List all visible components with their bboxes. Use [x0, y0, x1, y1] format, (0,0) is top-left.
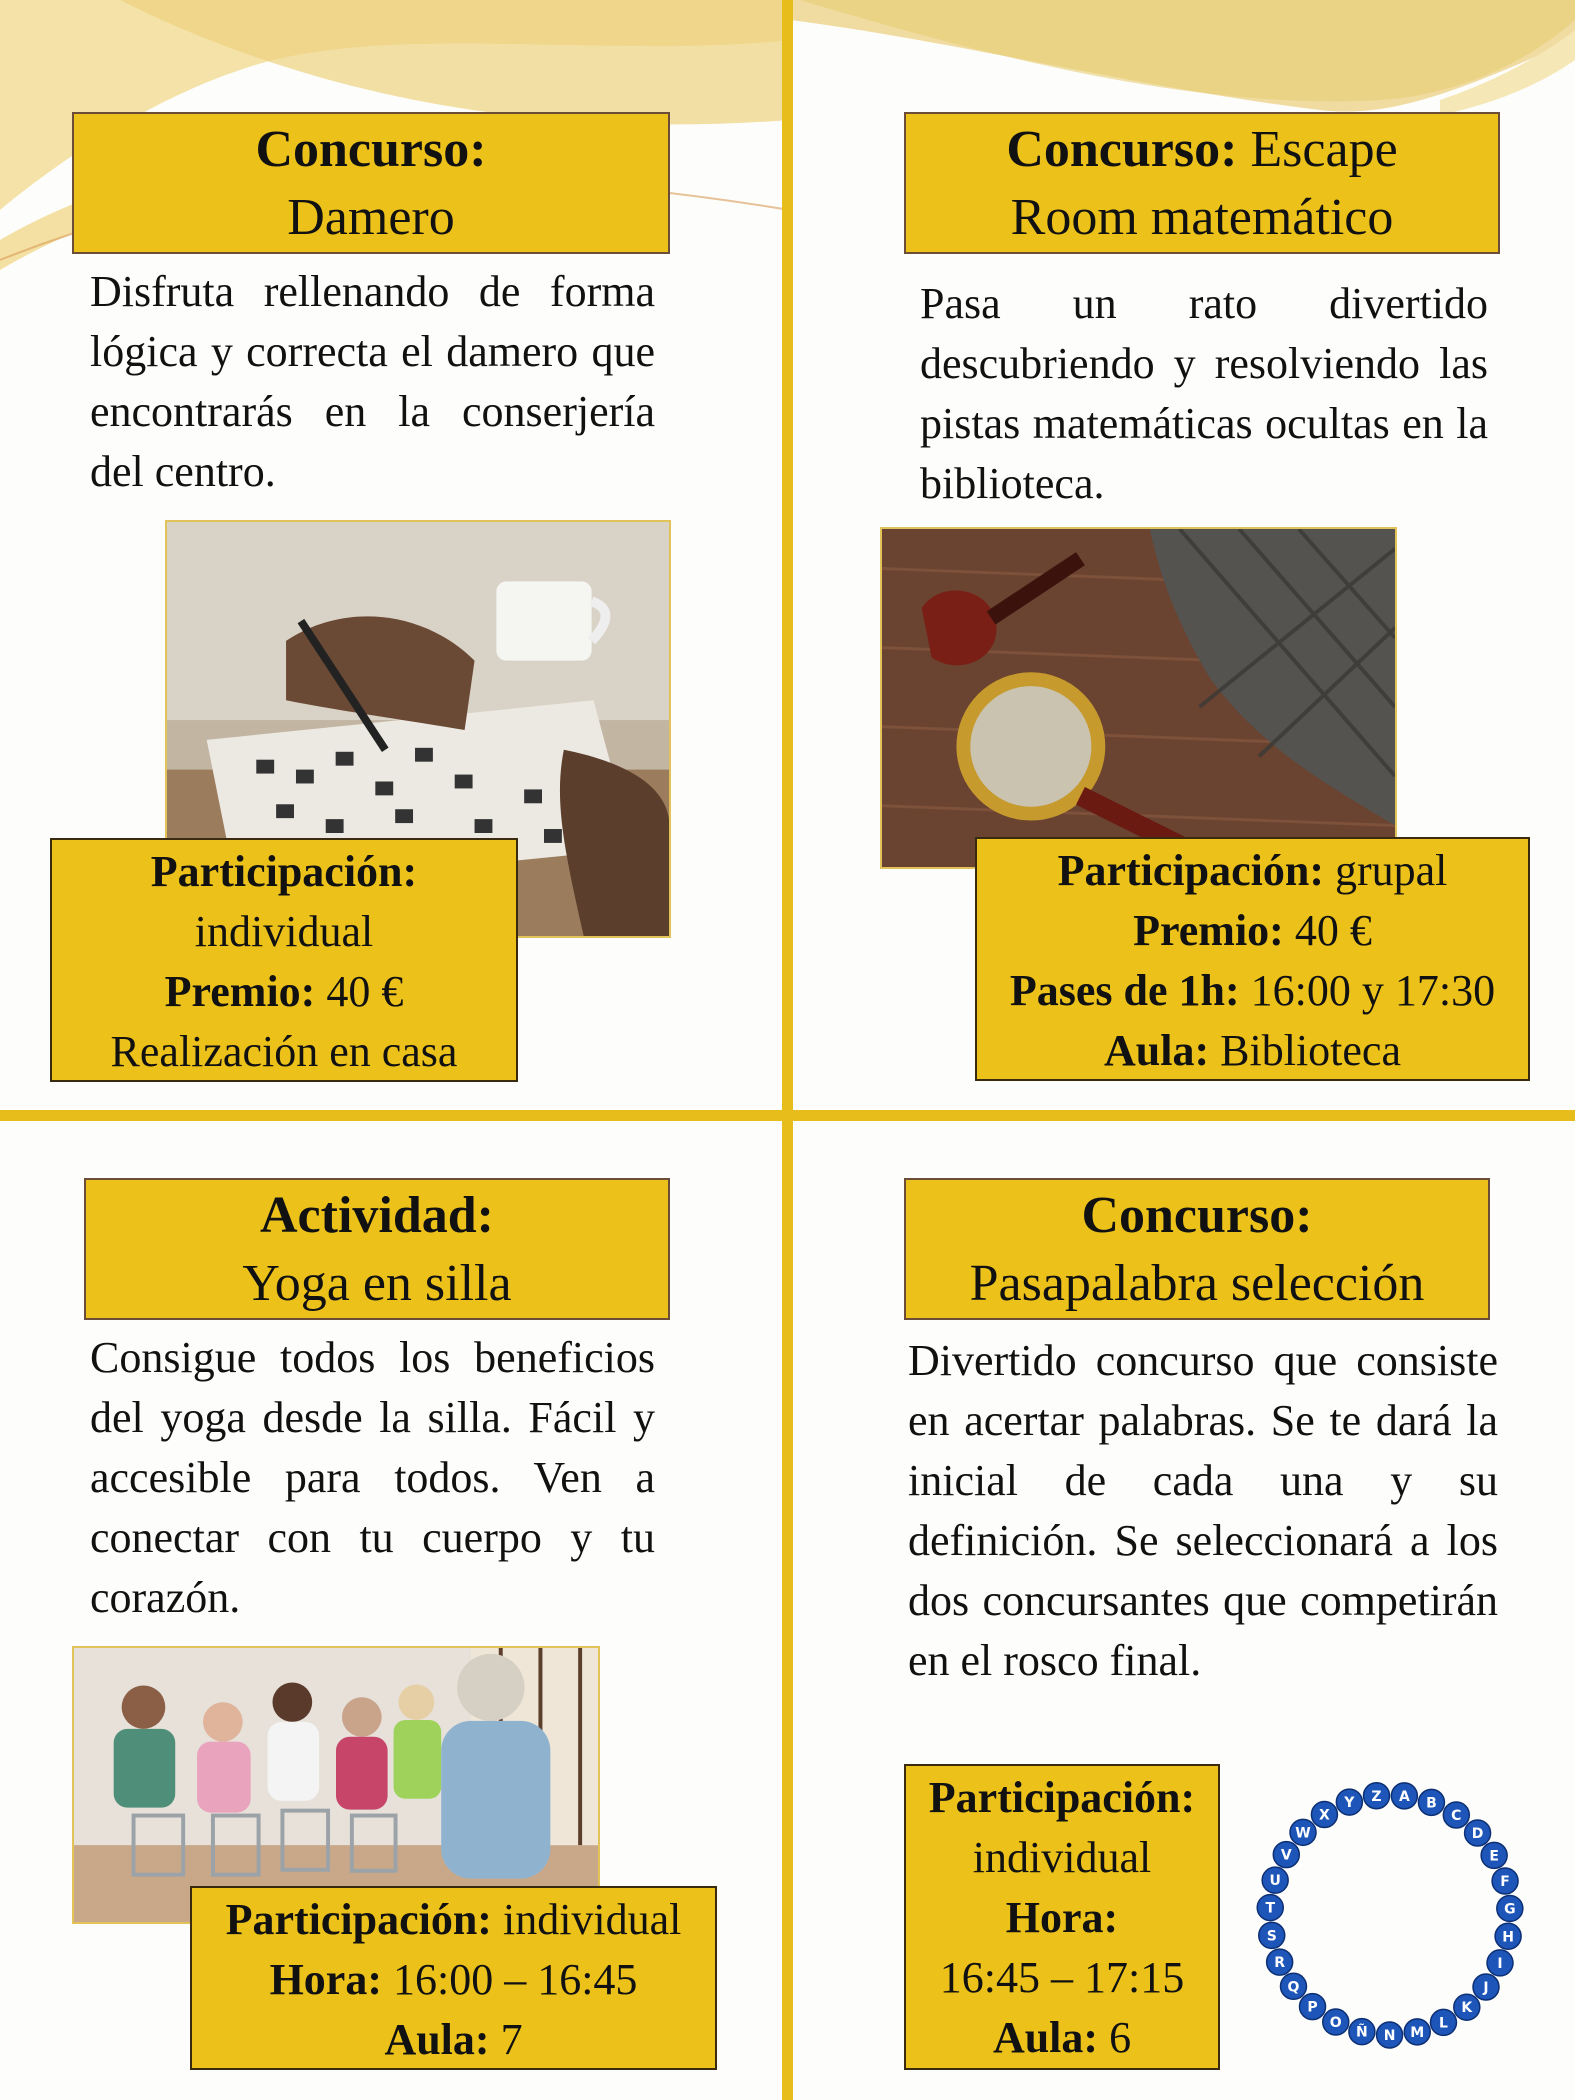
rosco-letter-n — [1377, 2022, 1403, 2048]
rosco-letter-h — [1495, 1923, 1521, 1949]
rosco-letter-j — [1473, 1974, 1499, 2000]
rosco-letter-d — [1465, 1820, 1491, 1846]
damero-title — [72, 112, 670, 254]
svg-text:B: B — [1426, 1795, 1437, 1812]
svg-text:I: I — [1497, 1955, 1503, 1972]
rosco-letter-f — [1492, 1868, 1518, 1894]
rosco-letter-w — [1290, 1819, 1316, 1845]
rosco-letter-a — [1391, 1783, 1417, 1809]
escape-participacion-label: Participación: — [1057, 846, 1324, 895]
rosco-letter-l — [1430, 2009, 1456, 2035]
rosco-letter-k — [1454, 1994, 1480, 2020]
yoga-description: Consigue todos los beneficios del yoga desde la silla. Fácil y accesible para todos. Ven a conectar con tu cuerpo y tu corazón. — [90, 1333, 655, 1622]
rosco-letter-o — [1323, 2009, 1349, 2035]
rosco-letter-u — [1262, 1867, 1288, 1893]
yoga-title — [84, 1178, 670, 1320]
svg-text:L: L — [1439, 2015, 1448, 2032]
damero-title-label: Concurso: — [255, 121, 487, 178]
escape-aula-label: Aula: — [1104, 1026, 1210, 1075]
pasapalabra-title — [904, 1178, 1490, 1320]
yoga-info — [190, 1886, 717, 2070]
svg-text:O: O — [1329, 2015, 1342, 2032]
rosco-letter-s — [1259, 1922, 1285, 1948]
yoga-title-name: Yoga en silla — [242, 1255, 512, 1312]
svg-text:Y: Y — [1344, 1795, 1355, 1812]
svg-text:A: A — [1398, 1788, 1410, 1805]
escape-title-name-2: Room matemático — [1010, 189, 1394, 246]
damero-premio-value: 40 € — [326, 967, 404, 1016]
damero-participacion-value: individual — [194, 907, 374, 956]
rosco-letter-b — [1418, 1789, 1444, 1815]
pasapalabra-participacion-value: individual — [972, 1833, 1152, 1882]
pasapalabra-participacion-label: Participación: — [928, 1773, 1196, 1822]
escape-pases-value: 16:00 y 17:30 — [1250, 966, 1496, 1015]
escape-premio-value: 40 € — [1294, 906, 1372, 955]
svg-text:U: U — [1269, 1873, 1281, 1890]
svg-text:D: D — [1471, 1825, 1484, 1842]
svg-text:C: C — [1451, 1807, 1462, 1824]
svg-text:M: M — [1410, 2024, 1425, 2041]
rosco-letter-m — [1404, 2019, 1430, 2045]
escape-pases-label: Pases de 1h: — [1009, 966, 1240, 1015]
pasapalabra-aula-value: 6 — [1109, 2013, 1132, 2062]
svg-text:P: P — [1307, 1999, 1318, 2016]
svg-text:J: J — [1483, 1980, 1489, 1997]
rosco-letter-g — [1497, 1895, 1523, 1921]
svg-text:N: N — [1383, 2027, 1396, 2044]
rosco-letter-ñ — [1349, 2019, 1375, 2045]
yoga-aula-value: 7 — [500, 2015, 523, 2064]
yoga-title-label: Actividad: — [260, 1187, 494, 1244]
svg-text:Ñ: Ñ — [1356, 2024, 1368, 2041]
escape-title — [904, 112, 1500, 254]
damero-premio-label: Premio: — [164, 967, 316, 1016]
rosco-letter-y — [1336, 1789, 1362, 1815]
svg-text:X: X — [1319, 1807, 1330, 1824]
pasapalabra-title-name: Pasapalabra selección — [969, 1255, 1425, 1312]
escape-description: Pasa un rato divertido descubriendo y resolviendo las pistas matemáticas ocultas en la biblioteca. — [920, 279, 1488, 508]
pasapalabra-hora-label: Hora: — [1005, 1893, 1119, 1942]
svg-text:W: W — [1295, 1825, 1311, 1842]
vertical-divider — [782, 0, 793, 2100]
yoga-participacion-label: Participación: — [225, 1895, 492, 1944]
damero-description: Disfruta rellenando de forma lógica y correcta el damero que encontrarás en la conserjería del centro. — [90, 267, 655, 496]
yoga-participacion-value: individual — [502, 1895, 682, 1944]
svg-text:V: V — [1280, 1847, 1292, 1864]
detective-photo — [880, 527, 1397, 869]
pasapalabra-hora-value: 16:45 – 17:15 — [939, 1953, 1185, 2002]
rosco-letter-e — [1481, 1842, 1507, 1868]
svg-text:R: R — [1274, 1955, 1286, 1972]
damero-extra: Realización en casa — [110, 1027, 458, 1076]
rosco-letter-v — [1273, 1842, 1299, 1868]
rosco-letter-r — [1267, 1949, 1293, 1975]
yoga-aula-label: Aula: — [384, 2015, 490, 2064]
escape-title-name-1: Escape — [1250, 121, 1398, 178]
rosco-letter-i — [1487, 1950, 1513, 1976]
rosco-letter-x — [1311, 1802, 1337, 1828]
pasapalabra-description: Divertido concurso que consiste en acertar palabras. Se te dará la inicial de cada una y su definición. Se seleccionará a los dos concursantes que competirán en el rosco final. — [908, 1336, 1498, 1685]
svg-text:E: E — [1489, 1848, 1499, 1865]
horizontal-divider — [0, 1110, 1575, 1121]
escape-premio-label: Premio: — [1133, 906, 1284, 955]
rosco-letter-z — [1364, 1783, 1390, 1809]
escape-aula-value: Biblioteca — [1220, 1026, 1401, 1075]
damero-title-name: Damero — [287, 189, 455, 246]
escape-title-label: Concurso: — [1006, 121, 1238, 178]
svg-text:H: H — [1502, 1929, 1514, 1946]
damero-participacion-label: Participación: — [150, 847, 418, 896]
pasapalabra-title-label: Concurso: — [1081, 1187, 1313, 1244]
svg-text:K: K — [1461, 2000, 1473, 2017]
yoga-hora-label: Hora: — [269, 1955, 382, 2004]
pasapalabra-aula-label: Aula: — [992, 2013, 1099, 2062]
rosco-letter-c — [1443, 1802, 1469, 1828]
rosco-letter-q — [1280, 1973, 1306, 1999]
svg-text:Z: Z — [1371, 1788, 1382, 1805]
pasapalabra-rosco — [1250, 1760, 1530, 2070]
escape-info — [975, 837, 1530, 1081]
svg-text:T: T — [1265, 1900, 1276, 1917]
pasapalabra-info — [904, 1764, 1220, 2070]
svg-text:Q: Q — [1287, 1979, 1300, 1996]
damero-info — [50, 838, 518, 1082]
svg-text:S: S — [1266, 1928, 1277, 1945]
chair-yoga-photo — [72, 1646, 600, 1924]
yoga-hora-value: 16:00 – 16:45 — [392, 1955, 638, 2004]
rosco-letter-t — [1257, 1895, 1283, 1921]
svg-text:G: G — [1504, 1901, 1516, 1918]
rosco-letter-p — [1300, 1994, 1326, 2020]
svg-text:F: F — [1500, 1874, 1510, 1891]
escape-participacion-value: grupal — [1334, 846, 1448, 895]
